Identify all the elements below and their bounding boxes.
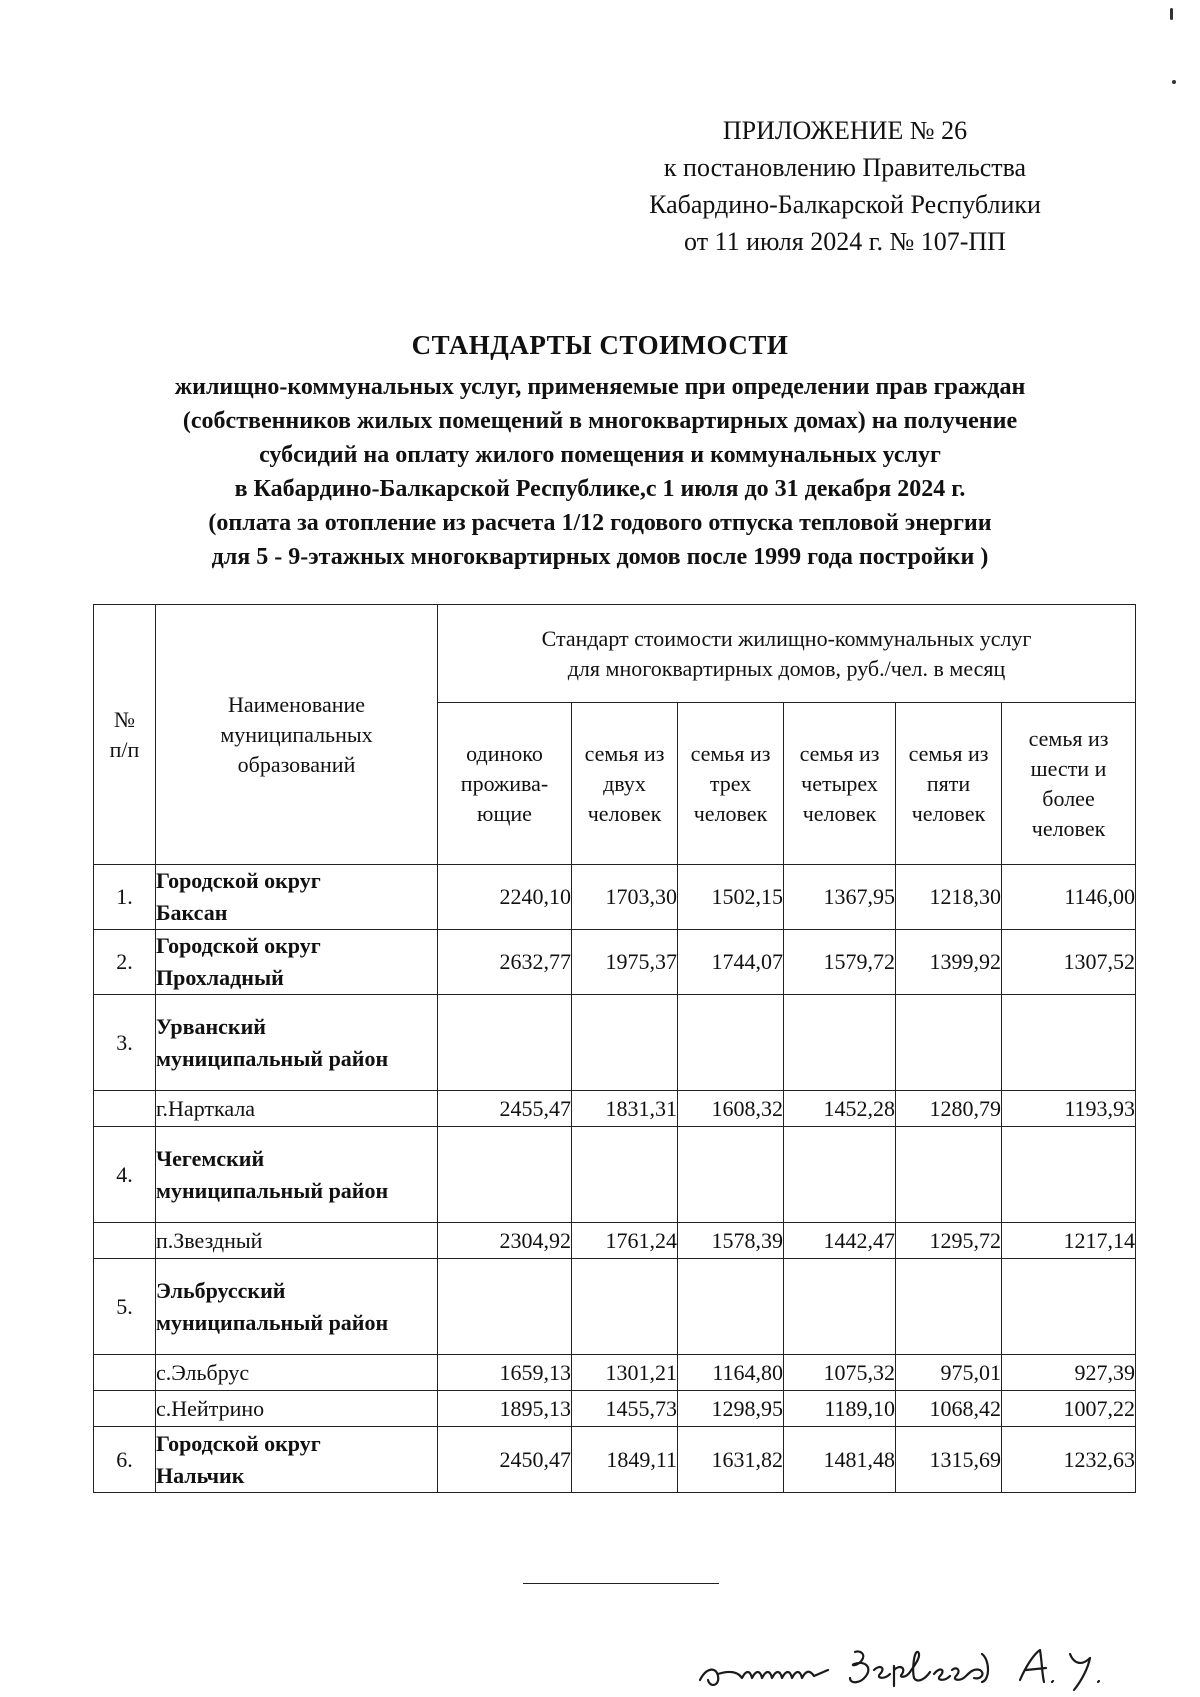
header-family-5 bbox=[896, 703, 1002, 865]
row-number bbox=[94, 1355, 156, 1391]
scan-dot bbox=[1170, 8, 1173, 20]
cost-value: 1761,24 bbox=[572, 1223, 678, 1259]
cost-value: 1193,93 bbox=[1002, 1091, 1136, 1127]
cost-value bbox=[784, 1259, 896, 1355]
municipality-name bbox=[156, 1355, 438, 1391]
row-number: 5. bbox=[94, 1259, 156, 1355]
row-number: 4. bbox=[94, 1127, 156, 1223]
cost-value bbox=[1002, 1259, 1136, 1355]
table-row bbox=[94, 1391, 1136, 1427]
municipality-name bbox=[156, 1127, 438, 1223]
municipality-name bbox=[156, 1223, 438, 1259]
municipality-name-line: муниципальный район bbox=[156, 1045, 389, 1071]
cost-value bbox=[438, 1127, 572, 1223]
header-number bbox=[94, 605, 156, 865]
cost-value bbox=[572, 1127, 678, 1223]
appendix-header bbox=[600, 112, 1090, 260]
cost-value: 1502,15 bbox=[678, 865, 784, 930]
cost-value: 1301,21 bbox=[572, 1355, 678, 1391]
cost-value: 1608,32 bbox=[678, 1091, 784, 1127]
row-number: 1. bbox=[94, 865, 156, 930]
cost-value: 1895,13 bbox=[438, 1391, 572, 1427]
header-text: семья из bbox=[1028, 725, 1109, 751]
subtitle-line: субсидий на оплату жилого помещения и коммунальных услуг bbox=[259, 442, 941, 468]
cost-value: 1659,13 bbox=[438, 1355, 572, 1391]
cost-value: 1217,14 bbox=[1002, 1223, 1136, 1259]
cost-value: 1452,28 bbox=[784, 1091, 896, 1127]
municipality-name-line: Городской округ bbox=[156, 1430, 321, 1456]
municipality-name bbox=[156, 930, 438, 995]
header-text: одиноко bbox=[466, 740, 543, 766]
subtitle-line: (собственников жилых помещений в многоквартирных домах) на получение bbox=[182, 408, 1018, 434]
row-number bbox=[94, 1091, 156, 1127]
municipality-name-line: Городской округ bbox=[156, 868, 321, 893]
cost-value bbox=[896, 1127, 1002, 1223]
header-text: человек bbox=[693, 800, 768, 826]
cost-value: 927,39 bbox=[1002, 1355, 1136, 1391]
header-text: образований bbox=[237, 751, 356, 777]
header-text: п/п bbox=[109, 736, 140, 762]
header-text: для многоквартирных домов, руб./чел. в месяц bbox=[567, 655, 1006, 681]
row-number: 2. bbox=[94, 930, 156, 995]
header-family-3 bbox=[678, 703, 784, 865]
municipality-name-line: г.Нарткала bbox=[156, 1095, 256, 1121]
header-text: человек bbox=[1031, 815, 1106, 841]
document-subtitle bbox=[70, 370, 1130, 574]
cost-value: 1703,30 bbox=[572, 865, 678, 930]
municipality-name bbox=[156, 1091, 438, 1127]
header-single bbox=[438, 703, 572, 865]
cost-value bbox=[678, 995, 784, 1091]
cost-value: 1849,11 bbox=[572, 1427, 678, 1493]
municipality-name-line: Баксан bbox=[156, 900, 228, 925]
row-number: 6. bbox=[94, 1427, 156, 1493]
municipality-name bbox=[156, 1427, 438, 1493]
header-text: трех bbox=[709, 770, 752, 796]
header-text: человек bbox=[911, 800, 986, 826]
table-row bbox=[94, 995, 1136, 1091]
table-row bbox=[94, 1355, 1136, 1391]
handwritten-signature bbox=[690, 1640, 1150, 1696]
cost-value: 1232,63 bbox=[1002, 1427, 1136, 1493]
header-text: более bbox=[1042, 785, 1095, 811]
cost-value: 1218,30 bbox=[896, 865, 1002, 930]
municipality-name bbox=[156, 1391, 438, 1427]
municipality-name-line: муниципальный район bbox=[156, 1309, 389, 1335]
header-text: шести и bbox=[1030, 755, 1107, 781]
municipality-name-line: с.Нейтрино bbox=[156, 1395, 265, 1421]
cost-value: 1399,92 bbox=[896, 930, 1002, 995]
appendix-reference: к постановлению Правительства bbox=[663, 153, 1027, 182]
row-number: 3. bbox=[94, 995, 156, 1091]
municipality-name-line: муниципальный район bbox=[156, 1177, 389, 1203]
cost-value: 1975,37 bbox=[572, 930, 678, 995]
cost-value: 1367,95 bbox=[784, 865, 896, 930]
header-text: семья из bbox=[584, 740, 665, 766]
header-cost-standard bbox=[438, 605, 1136, 703]
cost-value: 1455,73 bbox=[572, 1391, 678, 1427]
cost-value bbox=[1002, 1127, 1136, 1223]
municipality-name-line: с.Эльбрус bbox=[156, 1359, 250, 1385]
row-number bbox=[94, 1223, 156, 1259]
header-municipality bbox=[156, 605, 438, 865]
cost-value: 975,01 bbox=[896, 1355, 1002, 1391]
document-title: СТАНДАРТЫ СТОИМОСТИ bbox=[411, 330, 789, 360]
cost-value: 1075,32 bbox=[784, 1355, 896, 1391]
cost-value: 1631,82 bbox=[678, 1427, 784, 1493]
header-text: № bbox=[114, 706, 135, 732]
cost-value: 1146,00 bbox=[1002, 865, 1136, 930]
cost-value bbox=[438, 1259, 572, 1355]
header-text: человек bbox=[587, 800, 662, 826]
appendix-date: от 11 июля 2024 г. № 107-ПП bbox=[684, 227, 1006, 256]
cost-value: 1481,48 bbox=[784, 1427, 896, 1493]
cost-value: 2632,77 bbox=[438, 930, 572, 995]
cost-value: 1579,72 bbox=[784, 930, 896, 995]
municipality-name bbox=[156, 995, 438, 1091]
cost-value: 1068,42 bbox=[896, 1391, 1002, 1427]
municipality-name-line: Эльбрусский bbox=[156, 1277, 286, 1303]
municipality-name-line: Чегемский bbox=[156, 1145, 265, 1171]
cost-value: 1164,80 bbox=[678, 1355, 784, 1391]
separator-line bbox=[523, 1583, 719, 1584]
header-text: муниципальных bbox=[220, 721, 373, 747]
header-text: Стандарт стоимости жилищно-коммунальных услуг bbox=[541, 625, 1032, 651]
subtitle-line: для 5 - 9-этажных многоквартирных домов после 1999 года постройки ) bbox=[211, 544, 989, 570]
table-row bbox=[94, 865, 1136, 930]
table-row bbox=[94, 930, 1136, 995]
table-row bbox=[94, 1259, 1136, 1355]
cost-value: 1280,79 bbox=[896, 1091, 1002, 1127]
table-row bbox=[94, 1091, 1136, 1127]
cost-standards-table bbox=[93, 604, 1136, 1493]
municipality-name-line: Урванский bbox=[156, 1013, 266, 1039]
header-text: прожива- bbox=[460, 770, 549, 796]
header-family-2 bbox=[572, 703, 678, 865]
cost-value bbox=[678, 1127, 784, 1223]
subtitle-line: жилищно-коммунальных услуг, применяемые при определении прав граждан bbox=[174, 374, 1026, 400]
scan-dot bbox=[1172, 80, 1176, 84]
municipality-name bbox=[156, 865, 438, 930]
subtitle-line: (оплата за отопление из расчета 1/12 годового отпуска тепловой энергии bbox=[208, 510, 992, 536]
municipality-name-line: п.Звездный bbox=[156, 1227, 263, 1253]
cost-value: 1295,72 bbox=[896, 1223, 1002, 1259]
cost-value bbox=[896, 995, 1002, 1091]
subtitle-line: в Кабардино-Балкарской Республике,с 1 июля до 31 декабря 2024 г. bbox=[234, 476, 966, 502]
cost-value: 1744,07 bbox=[678, 930, 784, 995]
header-text: Наименование bbox=[227, 691, 366, 717]
cost-value bbox=[784, 1127, 896, 1223]
cost-value bbox=[572, 1259, 678, 1355]
header-text: семья из bbox=[690, 740, 771, 766]
cost-value bbox=[438, 995, 572, 1091]
table-row bbox=[94, 1127, 1136, 1223]
cost-value: 2450,47 bbox=[438, 1427, 572, 1493]
cost-value: 1831,31 bbox=[572, 1091, 678, 1127]
appendix-number: ПРИЛОЖЕНИЕ № 26 bbox=[722, 116, 968, 145]
cost-value bbox=[572, 995, 678, 1091]
appendix-government: Кабардино-Балкарской Республики bbox=[649, 190, 1041, 219]
header-family-6-plus bbox=[1002, 703, 1136, 865]
municipality-name-line: Нальчик bbox=[156, 1462, 245, 1488]
municipality-name bbox=[156, 1259, 438, 1355]
header-text: пяти bbox=[926, 770, 971, 796]
header-text: семья из bbox=[908, 740, 989, 766]
cost-value: 1315,69 bbox=[896, 1427, 1002, 1493]
cost-value: 1307,52 bbox=[1002, 930, 1136, 995]
header-text: двух bbox=[603, 770, 646, 796]
cost-value bbox=[678, 1259, 784, 1355]
cost-value: 1442,47 bbox=[784, 1223, 896, 1259]
cost-value: 2304,92 bbox=[438, 1223, 572, 1259]
municipality-name-line: Городской округ bbox=[156, 933, 321, 958]
cost-value bbox=[896, 1259, 1002, 1355]
cost-value: 1298,95 bbox=[678, 1391, 784, 1427]
header-text: ющие bbox=[477, 800, 532, 826]
cost-value bbox=[784, 995, 896, 1091]
cost-value: 1007,22 bbox=[1002, 1391, 1136, 1427]
cost-value: 1189,10 bbox=[784, 1391, 896, 1427]
cost-value: 1578,39 bbox=[678, 1223, 784, 1259]
cost-value bbox=[1002, 995, 1136, 1091]
header-text: семья из bbox=[799, 740, 880, 766]
header-text: четырех bbox=[801, 770, 878, 796]
cost-value: 2240,10 bbox=[438, 865, 572, 930]
header-family-4 bbox=[784, 703, 896, 865]
table-row bbox=[94, 1427, 1136, 1493]
municipality-name-line: Прохладный bbox=[156, 965, 284, 990]
row-number bbox=[94, 1391, 156, 1427]
header-text: человек bbox=[802, 800, 877, 826]
table-row bbox=[94, 1223, 1136, 1259]
cost-value: 2455,47 bbox=[438, 1091, 572, 1127]
